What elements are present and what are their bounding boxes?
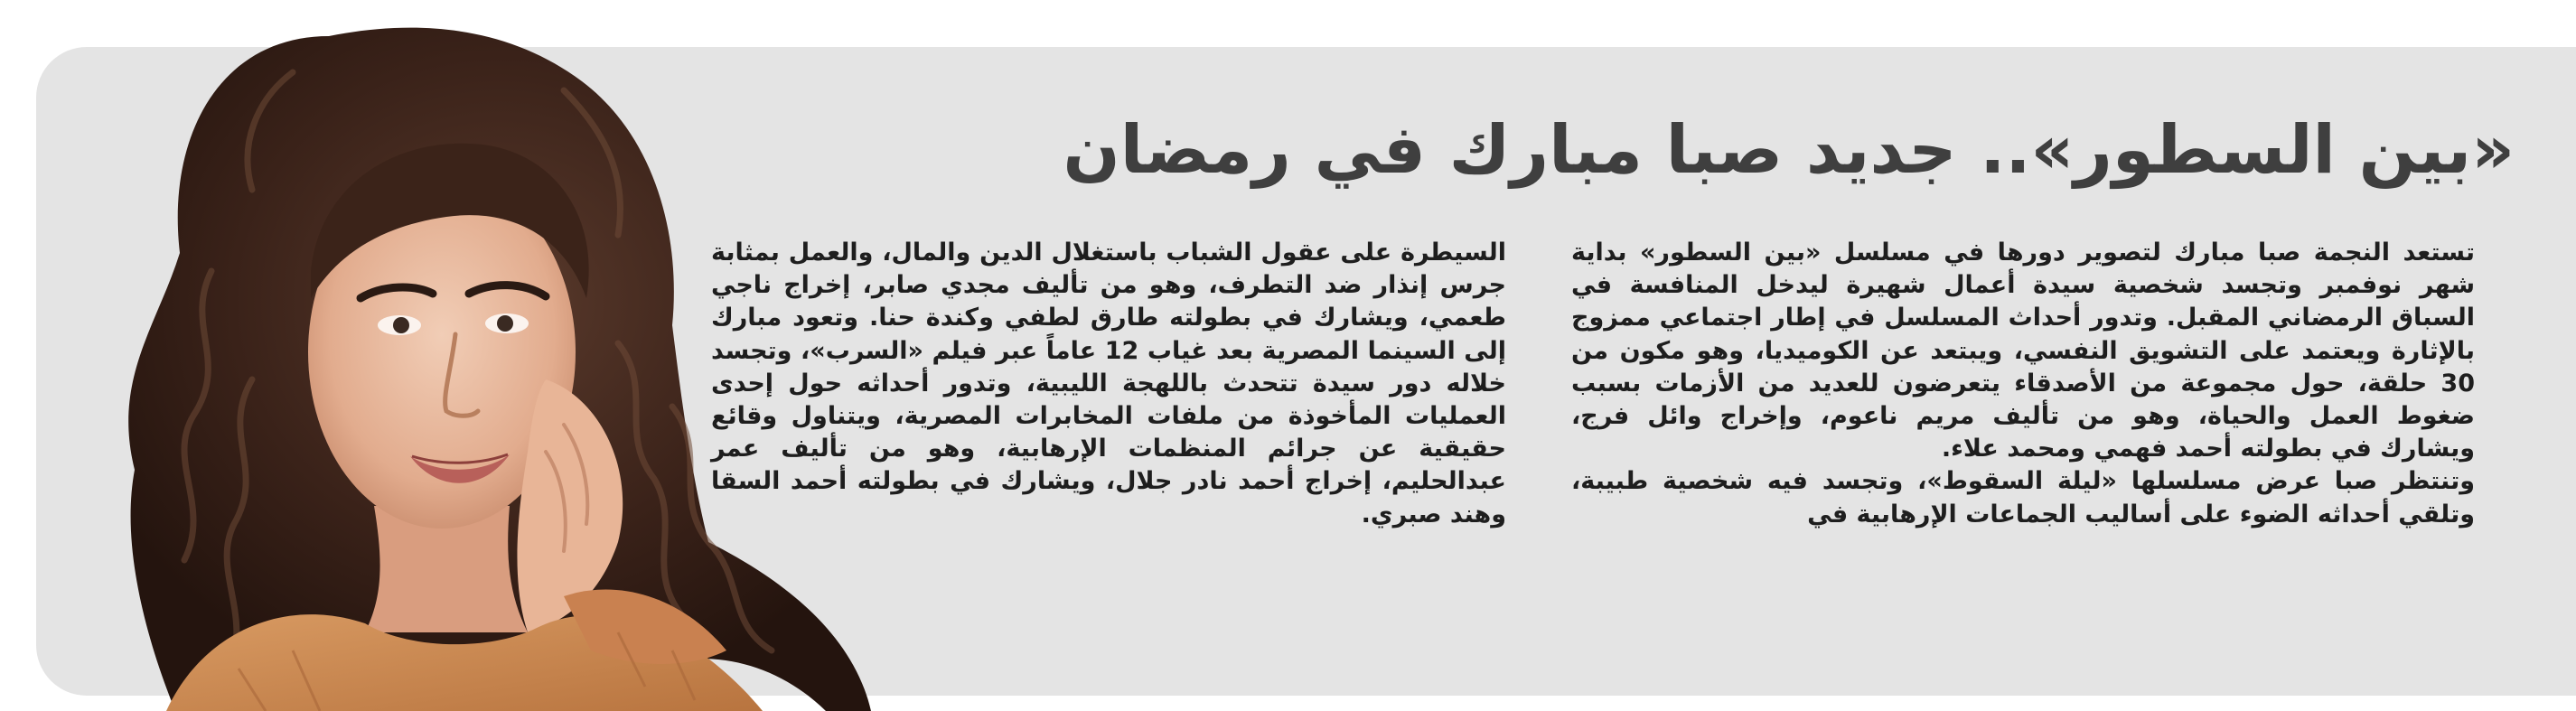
article-column-left: [711, 237, 1506, 531]
article-headline: «بين السطور».. جديد صبا مبارك في رمضان: [1063, 111, 2515, 189]
column-right-paragraph-2: وتنتظر صبا عرض مسلسلها «ليلة السقوط»، وتجسد فيه شخصية طبيبة، وتلقي أحداثه الضوء على أساليب الجماعات الإرهابية في: [1571, 467, 2475, 529]
column-left-paragraph-1: السيطرة على عقول الشباب باستغلال الدين والمال، والعمل بمثابة جرس إنذار ضد التطرف، وهو من تأليف مجدي صابر، إخراج ناجي طعمي، ويشارك في بطولته طارق لطفي وكندة حنا. وتعود مبارك إلى السينما المصرية بعد غياب 12 عاماً عبر فيلم «السرب»، وتجسد خلاله دور سيدة تتحدث باللهجة الليبية، وتدور أحداثه حول إحدى العمليات المأخوذة من ملفات المخابرات المصرية، ويتناول وقائع حقيقية عن جرائم المنظمات الإرهابية، وهو من تأليف عمر عبدالحليم، إخراج أحمد نادر جلال، ويشارك في بطولته أحمد السقا وهند صبري.: [711, 239, 1506, 529]
column-right-paragraph-1: تستعد النجمة صبا مبارك لتصوير دورها في مسلسل «بين السطور» بداية شهر نوفمبر وتجسد شخصية سيدة أعمال شهيرة ليدخل المنافسة في السباق الرمضاني المقبل. وتدور أحداث المسلسل في إطار اجتماعي ممزوج بالإثارة ويعتمد على التشويق النفسي، ويبتعد عن الكوميديا، وهو مكون من 30 حلقة، حول مجموعة من الأصدقاء يتعرضون للعديد من الأزمات بسبب ضغوط العمل والحياة، وهو من تأليف مريم ناعوم، وإخراج وائل فرج، ويشارك في بطولته أحمد فهمي ومحمد علاء.: [1571, 239, 2475, 463]
article-column-right: [1571, 237, 2475, 531]
